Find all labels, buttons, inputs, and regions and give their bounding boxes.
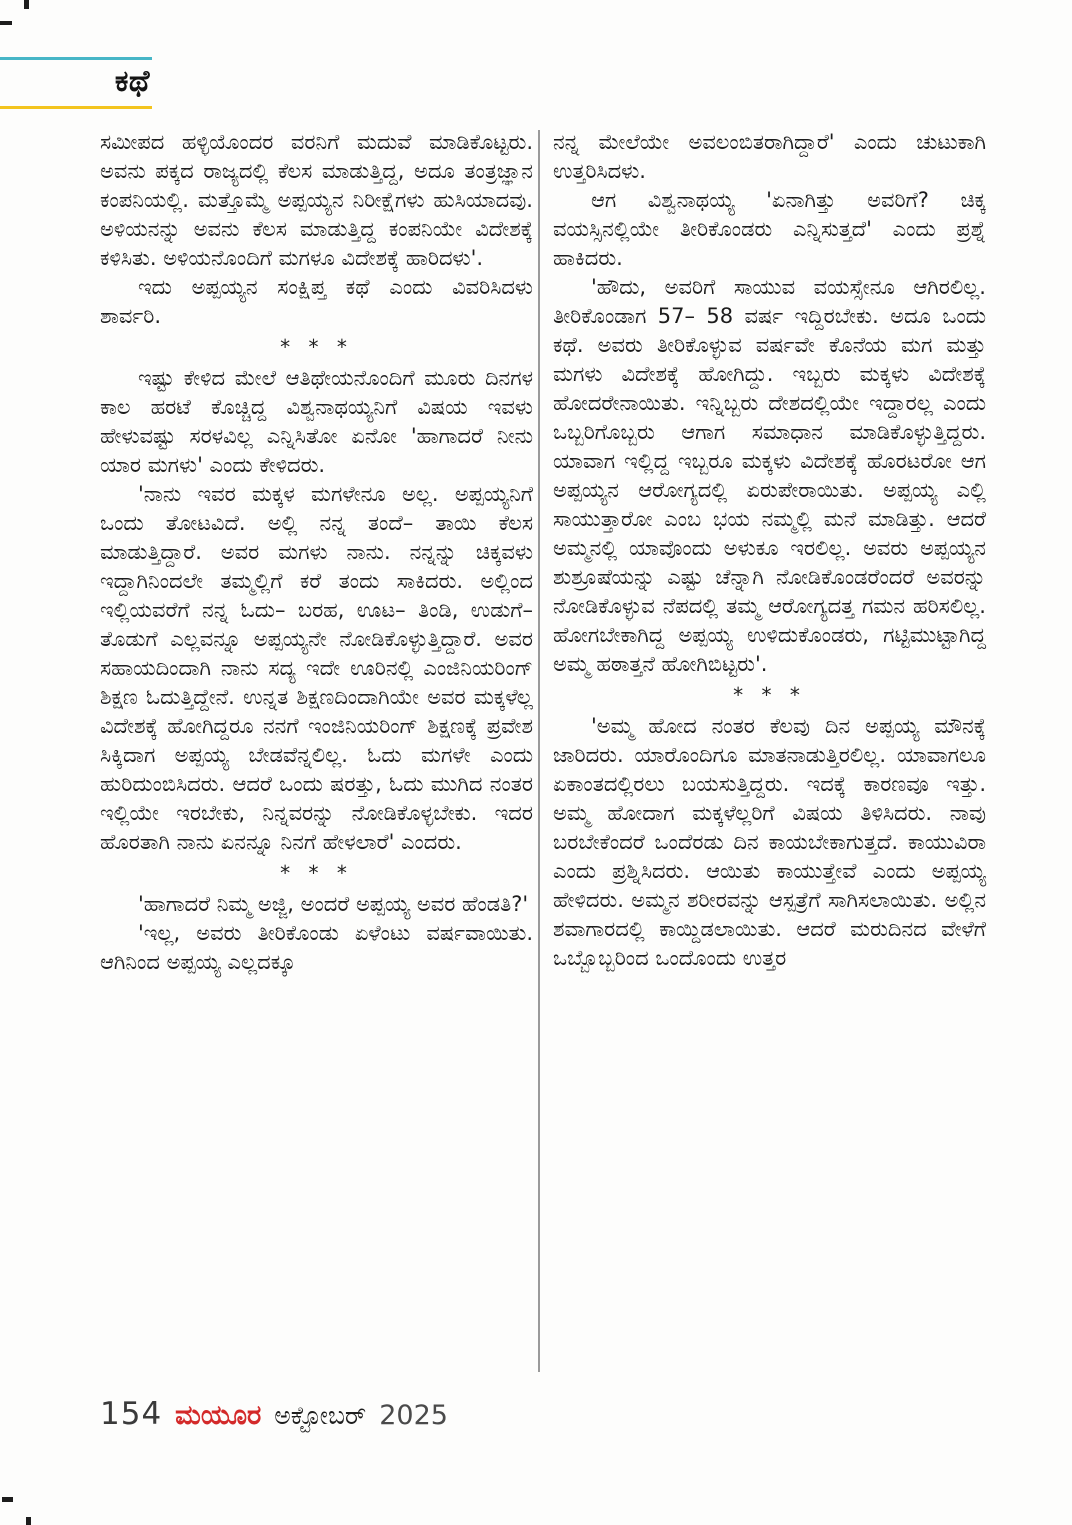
header-rule-bottom (0, 106, 152, 109)
crop-mark-bottom-left-horizontal (2, 1497, 13, 1502)
story-paragraph: ಇಷ್ಟು ಕೇಳಿದ ಮೇಲೆ ಆತಿಥೇಯನೊಂದಿಗೆ ಮೂರು ದಿನಗಳ ಕಾಲ ಹರಟೆ ಕೊಚ್ಚಿದ್ದ ವಿಶ್ವನಾಥಯ್ಯನಿಗೆ ವಿಷಯ ಇವಳು ಹೇಳುವಷ್ಟು ಸರಳವಿಲ್ಲ ಎನ್ನಿಸಿತೋ ಏನೋ 'ಹಾಗಾದರೆ ನೀನು ಯಾರ ಮಗಳು' ಎಂದು ಕೇಳಿದರು. (100, 366, 533, 477)
issue-year: 2025 (379, 1400, 448, 1431)
section-separator: * * * (733, 683, 806, 707)
section-title: ಕಥೆ (114, 64, 150, 99)
magazine-logo: ಮಯೂರ (175, 1400, 262, 1431)
crop-mark-bottom-left-vertical (26, 1517, 31, 1525)
crop-mark-top-left-vertical (24, 0, 29, 9)
page-footer (100, 1396, 448, 1432)
story-paragraph: 'ಇಲ್ಲ, ಅವರು ತೀರಿಕೊಂಡು ಏಳೆಂಟು ವರ್ಷವಾಯಿತು. ಆಗಿನಿಂದ ಅಪ್ಪಯ್ಯ ಎಲ್ಲದಕ್ಕೂ (100, 921, 533, 974)
story-paragraph: 'ಅಮ್ಮ ಹೋದ ನಂತರ ಕೆಲವು ದಿನ ಅಪ್ಪಯ್ಯ ಮೌನಕ್ಕೆ ಜಾರಿದರು. ಯಾರೊಂದಿಗೂ ಮಾತನಾಡುತ್ತಿರಲಿಲ್ಲ. ಯಾವಾಗಲೂ ಏಕಾಂತದಲ್ಲಿರಲು ಬಯಸುತ್ತಿದ್ದರು. ಇದಕ್ಕೆ ಕಾರಣವೂ ಇತ್ತು. ಅಮ್ಮ ಹೋದಾಗ ಮಕ್ಕಳೆಲ್ಲರಿಗೆ ವಿಷಯ ತಿಳಿಸಿದರು. ನಾವು ಬರಬೇಕೆಂದರೆ ಒಂದೆರಡು ದಿನ ಕಾಯಬೇಕಾಗುತ್ತದೆ. ಕಾಯುವಿರಾ ಎಂದು ಪ್ರಶ್ನಿಸಿದರು. ಆಯಿತು ಕಾಯುತ್ತೇವೆ ಎಂದು ಅಪ್ಪಯ್ಯ ಹೇಳಿದರು. ಅಮ್ಮನ ಶರೀರವನ್ನು ಆಸ್ಪತ್ರೆಗೆ ಸಾಗಿಸಲಾಯಿತು. ಅಲ್ಲಿನ ಶವಾಗಾರದಲ್ಲಿ ಕಾಯ್ದಿಡಲಾಯಿತು. ಆದರೆ ಮರುದಿನದ ವೇಳೆಗೆ ಒಬ್ಬೊಬ್ಬರಿಂದ ಒಂದೊಂದು ಉತ್ತರ (553, 714, 986, 970)
story-paragraph: ನನ್ನ ಮೇಲೆಯೇ ಅವಲಂಬಿತರಾಗಿದ್ದಾರೆ' ಎಂದು ಚುಟುಕಾಗಿ ಉತ್ತರಿಸಿದಳು. (553, 130, 986, 183)
section-separator: * * * (280, 335, 353, 359)
column-divider (538, 130, 540, 1372)
section-separator: * * * (280, 861, 353, 885)
story-paragraph: 'ಹೌದು, ಅವರಿಗೆ ಸಾಯುವ ವಯಸ್ಸೇನೂ ಆಗಿರಲಿಲ್ಲ. ತೀರಿಕೊಂಡಾಗ 57– 58 ವರ್ಷ ಇದ್ದಿರಬೇಕು. ಅದೂ ಒಂದು ಕಥೆ. ಅವರು ತೀರಿಕೊಳ್ಳುವ ವರ್ಷವೇ ಕೊನೆಯ ಮಗ ಮತ್ತು ಮಗಳು ವಿದೇಶಕ್ಕೆ ಹೋಗಿದ್ದು. ಇಬ್ಬರು ಮಕ್ಕಳು ವಿದೇಶಕ್ಕೆ ಹೋದರೇನಾಯಿತು. ಇನ್ನಿಬ್ಬರು ದೇಶದಲ್ಲಿಯೇ ಇದ್ದಾರಲ್ಲ ಎಂದು ಒಬ್ಬರಿಗೊಬ್ಬರು ಆಗಾಗ ಸಮಾಧಾನ ಮಾಡಿಕೊಳ್ಳುತ್ತಿದ್ದರು. ಯಾವಾಗ ಇಲ್ಲಿದ್ದ ಇಬ್ಬರೂ ಮಕ್ಕಳು ವಿದೇಶಕ್ಕೆ ಹೊರಟರೋ ಆಗ ಅಪ್ಪಯ್ಯನ ಆರೋಗ್ಯದಲ್ಲಿ ಏರುಪೇರಾಯಿತು. ಅಪ್ಪಯ್ಯ ಎಲ್ಲಿ ಸಾಯುತ್ತಾರೋ ಎಂಬ ಭಯ ನಮ್ಮಲ್ಲಿ ಮನೆ ಮಾಡಿತ್ತು. ಆದರೆ ಅಮ್ಮನಲ್ಲಿ ಯಾವೊಂದು ಅಳುಕೂ ಇರಲಿಲ್ಲ. ಅವರು ಅಪ್ಪಯ್ಯನ ಶುಶ್ರೂಷೆಯನ್ನು ಎಷ್ಟು ಚೆನ್ನಾಗಿ ನೋಡಿಕೊಂಡರೆಂದರೆ ಅವರನ್ನು ನೋಡಿಕೊಳ್ಳುವ ನೆಪದಲ್ಲಿ ತಮ್ಮ ಆರೋಗ್ಯದತ್ತ ಗಮನ ಹರಿಸಲಿಲ್ಲ. ಹೋಗಬೇಕಾಗಿದ್ದ ಅಪ್ಪಯ್ಯ ಉಳಿದುಕೊಂಡರು, ಗಟ್ಟಿಮುಟ್ಟಾಗಿದ್ದ ಅಮ್ಮ ಹಠಾತ್ತನೆ ಹೋಗಿಬಿಟ್ಟರು'. (553, 275, 986, 676)
crop-mark-top-left-horizontal (0, 21, 12, 25)
section-header (0, 57, 152, 109)
story-paragraph: ಸಮೀಪದ ಹಳ್ಳಿಯೊಂದರ ವರನಿಗೆ ಮದುವೆ ಮಾಡಿಕೊಟ್ಟರು. ಅವನು ಪಕ್ಕದ ರಾಜ್ಯದಲ್ಲಿ ಕೆಲಸ ಮಾಡುತ್ತಿದ್ದ, ಅದೂ ತಂತ್ರಜ್ಞಾನ ಕಂಪನಿಯಲ್ಲಿ. ಮತ್ತೊಮ್ಮೆ ಅಪ್ಪಯ್ಯನ ನಿರೀಕ್ಷೆಗಳು ಹುಸಿಯಾದವು. ಅಳಿಯನನ್ನು ಅವನು ಕೆಲಸ ಮಾಡುತ್ತಿದ್ದ ಕಂಪನಿಯೇ ವಿದೇಶಕ್ಕೆ ಕಳಿಸಿತು. ಅಳಿಯನೊಂದಿಗೆ ಮಗಳೂ ವಿದೇಶಕ್ಕೆ ಹಾರಿದಳು'. (100, 130, 533, 270)
story-paragraph: 'ನಾನು ಇವರ ಮಕ್ಕಳ ಮಗಳೇನೂ ಅಲ್ಲ. ಅಪ್ಪಯ್ಯನಿಗೆ ಒಂದು ತೋಟವಿದೆ. ಅಲ್ಲಿ ನನ್ನ ತಂದೆ– ತಾಯಿ ಕೆಲಸ ಮಾಡುತ್ತಿದ್ದಾರೆ. ಅವರ ಮಗಳು ನಾನು. ನನ್ನನ್ನು ಚಿಕ್ಕವಳು ಇದ್ದಾಗಿನಿಂದಲೇ ತಮ್ಮಲ್ಲಿಗೆ ಕರೆ ತಂದು ಸಾಕಿದರು. ಅಲ್ಲಿಂದ ಇಲ್ಲಿಯವರೆಗೆ ನನ್ನ ಓದು– ಬರಹ, ಊಟ– ತಿಂಡಿ, ಉಡುಗೆ– ತೊಡುಗೆ ಎಲ್ಲವನ್ನೂ ಅಪ್ಪಯ್ಯನೇ ನೋಡಿಕೊಳ್ಳುತ್ತಿದ್ದಾರೆ. ಅವರ ಸಹಾಯದಿಂದಾಗಿ ನಾನು ಸದ್ಯ ಇದೇ ಊರಿನಲ್ಲಿ ಎಂಜಿನಿಯರಿಂಗ್ ಶಿಕ್ಷಣ ಓದುತ್ತಿದ್ದೇನೆ. ಉನ್ನತ ಶಿಕ್ಷಣದಿಂದಾಗಿಯೇ ಅವರ ಮಕ್ಕಳೆಲ್ಲ ವಿದೇಶಕ್ಕೆ ಹೋಗಿದ್ದರೂ ನನಗೆ ಇಂಜಿನಿಯರಿಂಗ್ ಶಿಕ್ಷಣಕ್ಕೆ ಪ್ರವೇಶ ಸಿಕ್ಕಿದಾಗ ಅಪ್ಪಯ್ಯ ಬೇಡವೆನ್ನಲಿಲ್ಲ. ಓದು ಮಗಳೇ ಎಂದು ಹುರಿದುಂಬಿಸಿದರು. ಆದರೆ ಒಂದು ಷರತ್ತು, ಓದು ಮುಗಿದ ನಂತರ ಇಲ್ಲಿಯೇ ಇರಬೇಕು, ನಿನ್ನವರನ್ನು ನೋಡಿಕೊಳ್ಳಬೇಕು. ಇದರ ಹೊರತಾಗಿ ನಾನು ಏನನ್ನೂ ನಿನಗೆ ಹೇಳಲಾರೆ' ಎಂದರು. (100, 482, 533, 854)
story-paragraph: 'ಹಾಗಾದರೆ ನಿಮ್ಮ ಅಜ್ಜಿ, ಅಂದರೆ ಅಪ್ಪಯ್ಯ ಅವರ ಹೆಂಡತಿ?' (138, 892, 529, 916)
story-paragraph: ಆಗ ವಿಶ್ವನಾಥಯ್ಯ 'ಏನಾಗಿತ್ತು ಅವರಿಗೆ? ಚಿಕ್ಕ ವಯಸ್ಸಿನಲ್ಲಿಯೇ ತೀರಿಕೊಂಡರು ಎನ್ನಿಸುತ್ತದೆ' ಎಂದು ಪ್ರಶ್ನೆ ಹಾಕಿದರು. (553, 188, 986, 270)
text-column-left (100, 128, 533, 977)
page-number: 154 (100, 1396, 163, 1432)
story-paragraph: ಇದು ಅಪ್ಪಯ್ಯನ ಸಂಕ್ಷಿಪ್ತ ಕಥೆ ಎಂದು ವಿವರಿಸಿದಳು ಶಾರ್ವರಿ. (100, 275, 533, 328)
issue-month: ಅಕ್ಟೋಬರ್ (274, 1401, 367, 1430)
text-column-right (553, 128, 986, 973)
